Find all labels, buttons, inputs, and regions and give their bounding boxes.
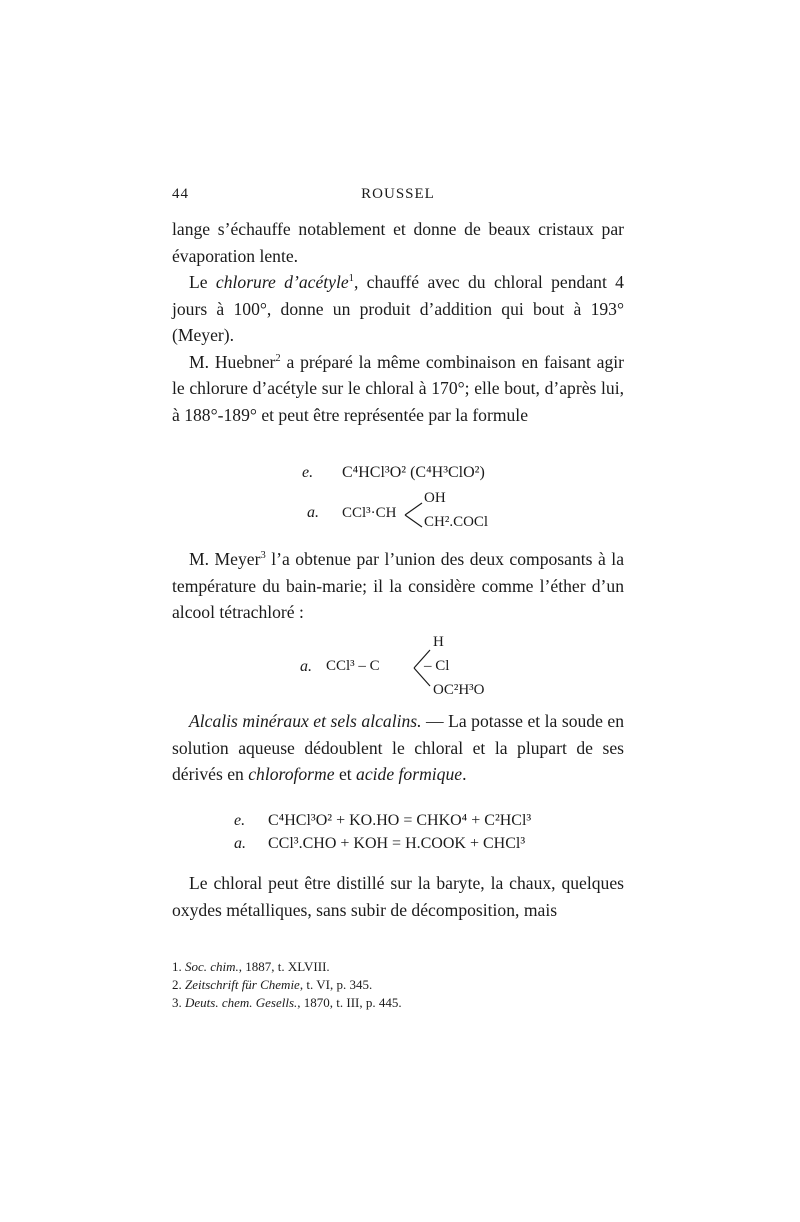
paragraph-distillation: Le chloral peut être distillé sur la baryte, la chaux, quelques oxydes métalliques, sans subir de décomposition, mais — [172, 873, 624, 920]
formula-branch-bottom: OC²H³O — [433, 682, 485, 698]
formula-main: CCl³·CH — [342, 505, 397, 521]
emphasis: chloroforme — [248, 764, 335, 784]
emphasis: chlorure d’acétyle — [215, 272, 349, 292]
formula-equivalent: e. C⁴HCl³O² (C⁴H³ClO²) — [302, 464, 485, 481]
paragraph-alkalis-block — [172, 708, 624, 788]
formula-equivalent-reaction: e. C⁴HCl³O² + KO.HO = CHKO⁴ + C²HCl³ — [234, 812, 532, 829]
formula-text: C⁴HCl³O² (C⁴H³ClO²) — [342, 464, 485, 481]
footnote-ref: 2 — [275, 352, 281, 364]
paragraph-huebner: M. Huebner$^2$ a préparé la même combinaison en faisant agir le chlorure d’acétyle sur le chloral à 170°; elle bout, d’après lui, à 188°-189° et peut être représentée par la formule — [172, 351, 624, 425]
page-number: 44 — [172, 186, 189, 202]
formula-branch-top: H — [433, 634, 444, 650]
formula-label: a. — [300, 658, 312, 675]
formula-label: a. — [307, 504, 319, 521]
formula-branch-middle: – Cl — [424, 658, 450, 674]
footnote-ref: 3 — [260, 550, 266, 562]
formula-text: C⁴HCl³O² + KO.HO = CHKO⁴ + C²HCl³ — [268, 812, 532, 829]
footnote: 1. Soc. chim., 1887, t. XLVIII. — [172, 959, 330, 974]
formula-text: CCl³.CHO + KOH = H.COOK + CHCl³ — [268, 835, 526, 852]
formula-branch-bottom: CH².COCl — [424, 514, 489, 530]
footnotes — [172, 958, 624, 1012]
paragraph-alkalis: Alcalis minéraux et sels alcalins. — La potasse et la soude en solution aqueuse dédoublent le chloral et la plupart de ses dérivés en chloroforme et acide formique. — [172, 711, 624, 784]
footnote: 3. Deuts. chem. Gesells., 1870, t. III, p. 445. — [172, 995, 402, 1010]
paragraph-meyer: M. Meyer$^3$ l’a obtenue par l’union des deux composants à la température du bain-marie; il la considère comme l’éther d’un alcool tétrachloré : — [172, 549, 625, 622]
running-title: ROUSSEL — [361, 186, 435, 202]
formula-branch-top: OH — [424, 490, 446, 506]
emphasis: acide formique — [356, 764, 463, 784]
paragraph-acetyl-chloride: Le chlorure d’acétyle$^1$, chauffé avec du chloral pendant 4 jours à 100°, donne un produit d’addition qui bout à 193° (Meyer). — [172, 272, 624, 345]
formula-main: CCl³ – C — [326, 658, 380, 674]
footnote: 2. Zeitschrift für Chemie, t. VI, p. 345. — [172, 977, 373, 992]
formula-atomic-reaction: a. CCl³.CHO + KOH = H.COOK + CHCl³ — [234, 835, 526, 852]
section-heading: Alcalis minéraux et sels alcalins. — [189, 711, 422, 731]
paragraph-continuation: lange s’échauffe notablement et donne de beaux cristaux par évaporation lente. — [172, 219, 624, 266]
footnote-ref: 1 — [348, 273, 354, 285]
paragraph-distillation-block — [172, 870, 624, 923]
